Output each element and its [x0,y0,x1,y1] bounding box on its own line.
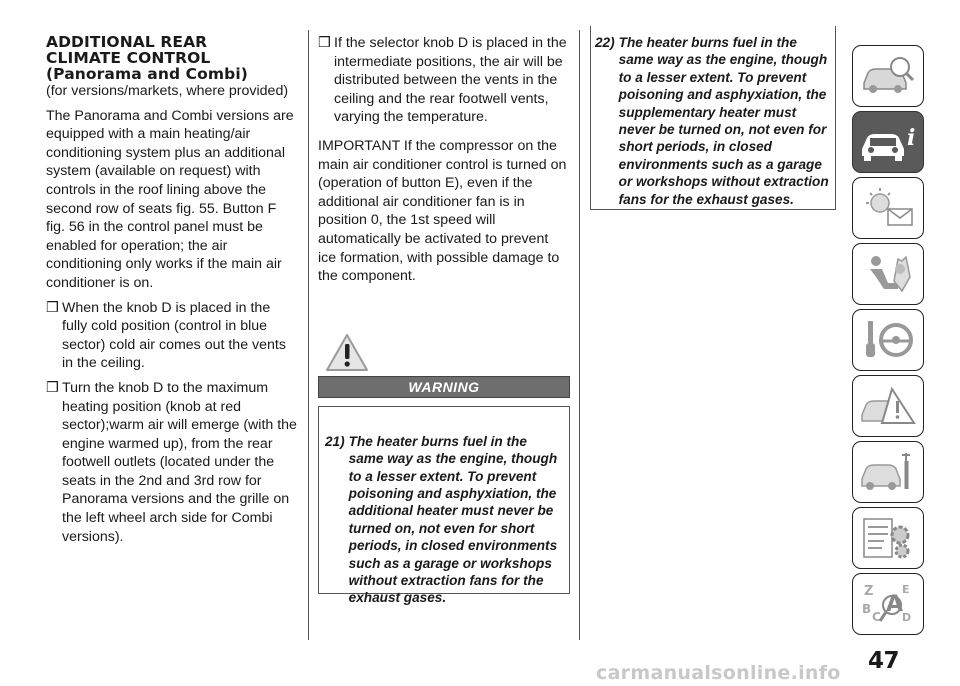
warning-box [318,406,570,606]
important-paragraph: IMPORTANT If the compressor on the main air conditioner control is turned on (operation of button E), even if the additional air conditioner fan is in position 0, the 1st speed will automatically be activated to prevent ice formation, with possible damage to the component. [318,137,567,285]
column-divider [308,30,309,640]
checkbox-bullet-icon: ❒ [318,35,331,51]
bullet-item [318,34,570,127]
bullet-text: When the knob D is placed in the fully cold position (control in blue sector) cold air comes out the vents in the ceiling. [62,299,286,372]
warning-block [318,332,570,606]
column-1 [46,34,298,552]
car-crash-icon [858,383,918,429]
tab-specs-gear[interactable] [852,507,924,569]
bullet-item [46,379,298,546]
warning-text [325,433,563,607]
car-info-icon [858,119,918,165]
specs-gear-icon [858,515,918,561]
intro-paragraph: The Panorama and Combi versions are equipped with a main heating/air conditioning system plus an additional system (available on request) with controls in the roof lining above the second row of seats fig. 55. Button F fig. 56 in the control panel must be enabled for operation; the air conditioning only works if the main air conditioner is on. [46,107,294,291]
heading-line-3: (Panorama and Combi) [46,65,248,83]
svg-text:E: E [902,583,910,596]
bullet-item [46,299,298,373]
svg-text:Z: Z [864,584,874,599]
checkbox-bullet-icon: ❒ [46,379,59,396]
note-22-body: The heater burns fuel in the same way as the engine, though to a lesser extent. To prevent poisoning and asphyxiation, the supplementary heater must never be turned on, not even for short periods, in closed environments such as a garage or workshops without extraction fans for the exhaust gases. [618,35,829,207]
tab-car-wrench[interactable] [852,441,924,503]
note-22-text [595,34,835,208]
checkbox-bullet-icon: ❒ [46,299,59,316]
svg-text:i: i [907,125,916,151]
tab-airbag-seat[interactable] [852,243,924,305]
index-az-icon [858,581,918,627]
warning-body: The heater burns fuel in the same way as the engine, though to a lesser extent. To prevent poisoning and asphyxiation, the additional heater must never be turned on, not even for short periods, in closed environments such as a garage or workshops without extraction fans for the exhaust gases. [348,433,558,606]
car-wrench-icon [858,449,918,495]
tab-car-search[interactable] [852,45,924,107]
bullet-text: If the selector knob D is placed in the intermediate positions, the air will be distributed between the vents in the ceiling and the rear footwell vents, varying the temperature. [334,35,567,126]
section-heading [46,34,298,82]
tab-index-az[interactable] [852,573,924,635]
tab-car-crash[interactable] [852,375,924,437]
svg-text:A: A [886,592,904,617]
bullet-text: Turn the knob D to the maximum heating position (knob at red sector);warm air will emerge (with the engine warmed up), from the rear footwell outlets (located under the seats in the 2nd and 3rd row for Panorama versions and the grille on the left wheel arch side for Combi versions). [62,379,297,545]
svg-text:B: B [862,602,872,616]
warning-lights-icon [858,185,918,231]
svg-text:D: D [902,611,912,624]
note-22-number: 22) [595,35,615,50]
column-divider [579,30,580,640]
heading-line-1: ADDITIONAL REAR [46,33,208,51]
tab-warning-lights[interactable] [852,177,924,239]
warning-number: 21) [325,433,345,449]
tab-steering-key[interactable] [852,309,924,371]
note-22-box [590,26,836,210]
section-subheading: (for versions/markets, where provided) [46,83,289,99]
svg-text:C: C [872,610,881,624]
car-search-icon [858,53,918,99]
page-number: 47 [868,648,900,674]
warning-triangle-icon [324,332,370,374]
chapter-sidebar [852,45,926,639]
watermark: carmanualsonline.info [596,662,841,684]
airbag-seat-icon [858,251,918,297]
tab-car-info[interactable] [852,111,924,173]
heading-line-2: CLIMATE CONTROL [46,49,211,67]
steering-key-icon [858,317,918,363]
warning-label: WARNING [318,376,570,398]
column-2 [318,34,570,606]
